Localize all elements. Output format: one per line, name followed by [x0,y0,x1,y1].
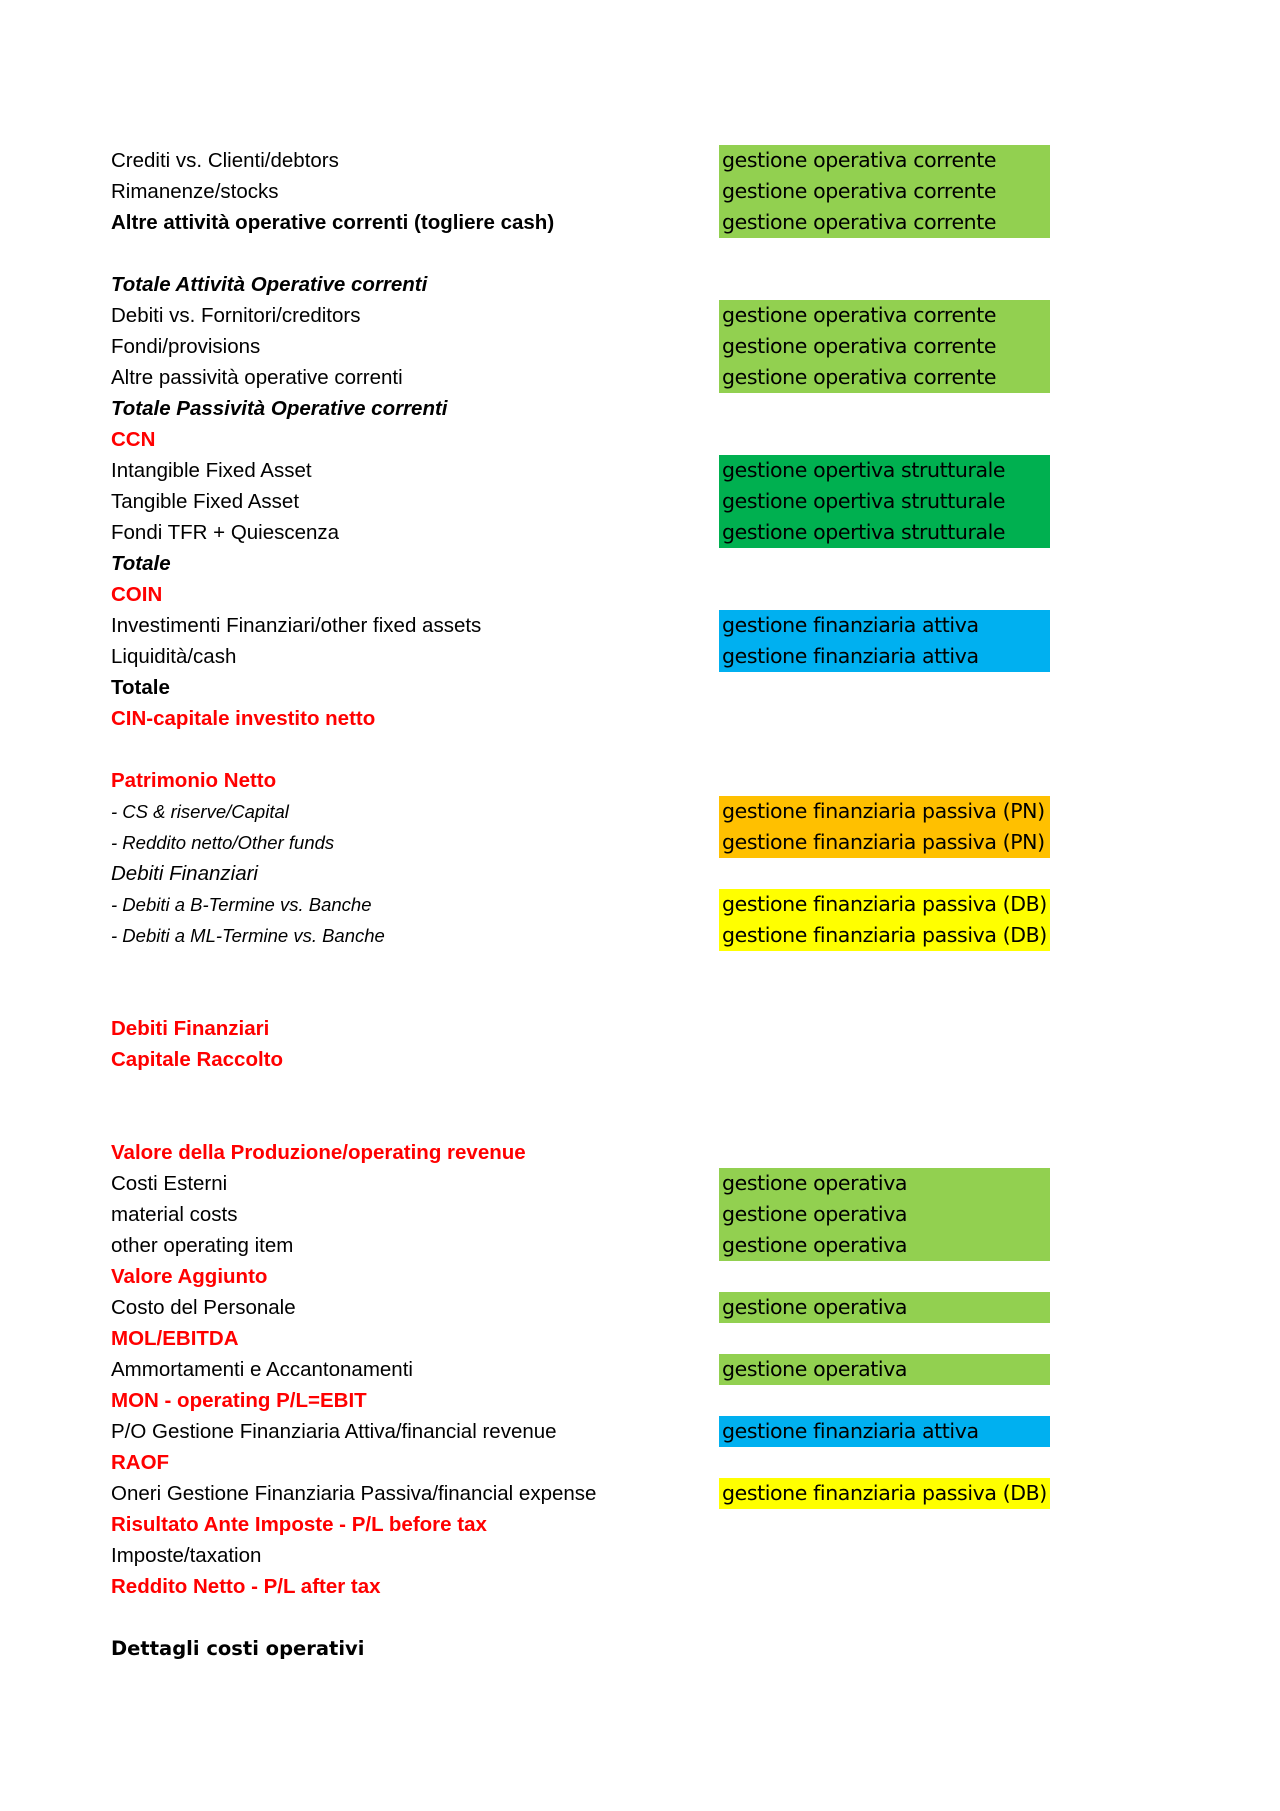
row-label: CCN [111,428,156,451]
row-reddito-netto-funds [0,827,1280,858]
row-raof [0,1447,1280,1478]
row-label: - Reddito netto/Other funds [111,832,335,853]
row-label: Patrimonio Netto [111,769,277,792]
row-label: Rimanenze/stocks [111,180,279,203]
row-valore-produzione [0,1137,1280,1168]
row-empty [0,1075,1280,1106]
classification-tag: gestione operativa corrente [719,176,1050,207]
row-label: CIN-capitale investito netto [111,707,376,730]
classification-tag: gestione operativa [719,1354,1050,1385]
classification-tag: gestione finanziaria passiva (DB) [719,920,1050,951]
classification-tag: gestione opertiva strutturale [719,486,1050,517]
row-empty [0,734,1280,765]
row-label: Intangible Fixed Asset [111,459,312,482]
row-label: Liquidità/cash [111,645,237,668]
row-label: Dettagli costi operativi [111,1637,365,1660]
row-label: P/O Gestione Finanziaria Attiva/financial revenue [111,1420,557,1443]
row-label: Risultato Ante Imposte - P/L before tax [111,1513,487,1536]
row-empty [0,982,1280,1013]
row-label: Fondi TFR + Quiescenza [111,521,340,544]
row-reddito-netto [0,1571,1280,1602]
row-label: Altre attività operative correnti (togliere cash) [111,211,555,234]
row-other-operating [0,1230,1280,1261]
row-costi-esterni [0,1168,1280,1199]
row-debiti-breve [0,889,1280,920]
row-imposte [0,1540,1280,1571]
row-altre-attivita [0,207,1280,238]
classification-tag: gestione operativa corrente [719,331,1050,362]
row-label: MOL/EBITDA [111,1327,239,1350]
row-totale-strutturale [0,548,1280,579]
row-label: material costs [111,1203,238,1226]
row-valore-aggiunto [0,1261,1280,1292]
row-patrimonio-netto [0,765,1280,796]
row-debiti-ml [0,920,1280,951]
row-mol-ebitda [0,1323,1280,1354]
row-label: Valore Aggiunto [111,1265,268,1288]
row-cs-riserve [0,796,1280,827]
row-label: Costi Esterni [111,1172,228,1195]
row-empty [0,951,1280,982]
row-label: Totale Passività Operative correnti [111,397,448,420]
row-ammortamenti [0,1354,1280,1385]
row-empty [0,1602,1280,1633]
row-tangible [0,486,1280,517]
classification-tag: gestione operativa [719,1199,1050,1230]
row-dettagli-costi [0,1633,1280,1664]
row-ccn [0,424,1280,455]
spreadsheet-sheet [0,145,1280,1664]
row-label: Valore della Produzione/operating revenue [111,1141,526,1164]
row-totale-finanziario [0,672,1280,703]
row-liquidita [0,641,1280,672]
row-mon-ebit [0,1385,1280,1416]
row-label: Totale [111,676,170,699]
row-label: Debiti Finanziari [111,862,258,885]
row-totale-passivita-operative [0,393,1280,424]
row-investimenti-finanziari [0,610,1280,641]
classification-tag: gestione opertiva strutturale [719,517,1050,548]
row-label: Totale Attività Operative correnti [111,273,428,296]
classification-tag: gestione operativa [719,1292,1050,1323]
row-label: - Debiti a B-Termine vs. Banche [111,894,372,915]
row-label: Debiti Finanziari [111,1017,270,1040]
classification-tag: gestione opertiva strutturale [719,455,1050,486]
row-label: - CS & riserve/Capital [111,801,289,822]
row-crediti-clienti [0,145,1280,176]
row-label: Tangible Fixed Asset [111,490,300,513]
row-capitale-raccolto [0,1044,1280,1075]
row-label: Crediti vs. Clienti/debtors [111,149,339,172]
row-intangible [0,455,1280,486]
row-label: Costo del Personale [111,1296,296,1319]
classification-tag: gestione finanziaria attiva [719,641,1050,672]
row-label: Altre passività operative correnti [111,366,403,389]
row-debiti-finanziari-total [0,1013,1280,1044]
classification-tag: gestione finanziaria passiva (DB) [719,889,1050,920]
classification-tag: gestione operativa corrente [719,207,1050,238]
row-coin [0,579,1280,610]
row-debiti-fornitori [0,300,1280,331]
row-rimanenze [0,176,1280,207]
row-fondi [0,331,1280,362]
classification-tag: gestione operativa corrente [719,362,1050,393]
row-po-gestione-attiva [0,1416,1280,1447]
row-label: other operating item [111,1234,294,1257]
row-fondi-tfr [0,517,1280,548]
classification-tag: gestione finanziaria passiva (PN) [719,827,1050,858]
row-label: MON - operating P/L=EBIT [111,1389,367,1412]
row-label: RAOF [111,1451,170,1474]
row-label: Reddito Netto - P/L after tax [111,1575,381,1598]
row-label: Capitale Raccolto [111,1048,284,1071]
classification-tag: gestione operativa corrente [719,145,1050,176]
classification-tag: gestione finanziaria passiva (DB) [719,1478,1050,1509]
row-empty [0,1106,1280,1137]
classification-tag: gestione finanziaria attiva [719,610,1050,641]
classification-tag: gestione finanziaria attiva [719,1416,1050,1447]
row-label: Totale [111,552,171,575]
row-risultato-ante-imposte [0,1509,1280,1540]
row-label: - Debiti a ML-Termine vs. Banche [111,925,385,946]
row-label: Ammortamenti e Accantonamenti [111,1358,413,1381]
classification-tag: gestione operativa corrente [719,300,1050,331]
row-empty [0,238,1280,269]
row-altre-passivita [0,362,1280,393]
row-costo-personale [0,1292,1280,1323]
classification-tag: gestione operativa [719,1168,1050,1199]
row-totale-attivita-operative [0,269,1280,300]
row-label: Investimenti Finanziari/other fixed assets [111,614,482,637]
row-label: COIN [111,583,163,606]
row-oneri-passiva [0,1478,1280,1509]
row-label: Imposte/taxation [111,1544,262,1567]
row-material-costs [0,1199,1280,1230]
row-debiti-finanziari-header [0,858,1280,889]
row-cin [0,703,1280,734]
classification-tag: gestione operativa [719,1230,1050,1261]
row-label: Debiti vs. Fornitori/creditors [111,304,361,327]
classification-tag: gestione finanziaria passiva (PN) [719,796,1050,827]
row-label: Fondi/provisions [111,335,261,358]
row-label: Oneri Gestione Finanziaria Passiva/financial expense [111,1482,597,1505]
